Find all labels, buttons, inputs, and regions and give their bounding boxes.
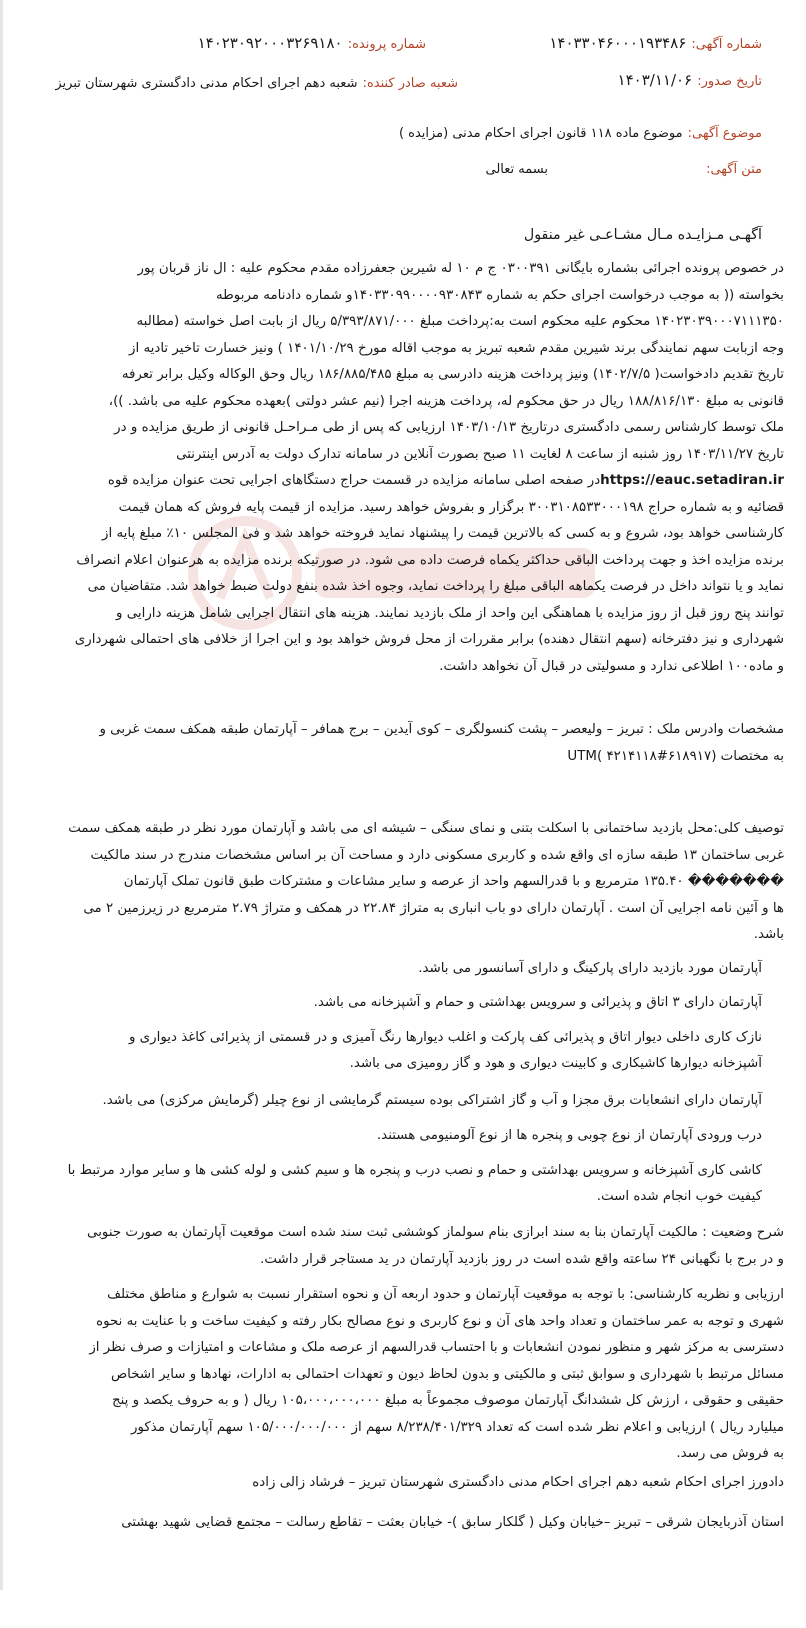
subject-label: موضوع آگهی: <box>687 126 762 141</box>
p2-line-1: به مختصات (۶۱۸۹۱۷#۴۲۱۴۱۱۸ )UTM <box>567 748 784 764</box>
case-number-label: شماره پرونده: <box>347 37 426 52</box>
issuing-branch-label: شعبه صادر کننده: <box>362 76 458 91</box>
feature-item-3-line-0: آپارتمان دارای انشعابات برق مجزا و آب و گاز اشتراکی بوده سیستم گرمایشی از نوع چیلر (گرمایش مرکزی) می باشد. <box>102 1093 762 1108</box>
issue-date-row <box>618 70 762 89</box>
paragraph-valuation <box>22 1282 784 1468</box>
ad-number-row <box>549 33 762 52</box>
p5-line-2: دسترسی به مرکز شهر و منظور نمودن انشعابات و با احتساب قدرالسهم از عرصه ملک و مشاعات و امتیازات و صرف نظر از <box>89 1340 784 1355</box>
p1-line-13: توانند پنج روز قبل از روز مزایده با هماهنگی این واحد از ملک بازدید نمایند. هزینه های انتقال اجرایی شامل هزینه دارایی و <box>115 605 784 621</box>
case-number-row <box>198 33 426 52</box>
p1-line-7: تاریخ ۱۴۰۳/۱۱/۲۷ روز شنبه از ساعت ۸ لغایت ۱۱ صبح بصورت آنلاین در سامانه تدارک دولت به آدرس اینترنتی <box>176 446 784 462</box>
signature: دادورز اجرای احکام شعبه دهم اجرای احکام مدنی دادگستری شهرستان تبریز – فرشاد زالی زاده <box>252 1475 784 1490</box>
paragraph-description <box>22 816 784 949</box>
feature-item-4 <box>22 1123 762 1149</box>
p1-line-2: ۱۴۰۲۳۰۳۹۰۰۰۷۱۱۱۳۵۰ محکوم علیه محکوم است به:پرداخت مبلغ ۵/۳۹۳/۸۷۱/۰۰۰ ریال از بابت اصل خواسته (مطالبه <box>136 314 784 329</box>
feature-item-5-line-1: کیفیت خوب انجام شده است. <box>596 1189 762 1204</box>
feature-item-3 <box>22 1088 762 1114</box>
p1-line-6: ملک توسط کارشناس رسمی دادگستری درتاریخ ۱۴۰۳/۱۰/۱۳ ارزیابی که پس از طی مـراحـل قانونی از طریق مزایده و در <box>114 420 784 435</box>
bismillah-row <box>486 158 548 177</box>
p1-line-12: نماید و یا نتواند داخل در فرصت یکماهه الباقی مبلغ را پرداخت نماید، وجوه اخذ شده بنفع دولت ضبط خواهد شد. متقاضیان می <box>87 579 784 594</box>
subject: موضوع ماده ۱۱۸ قانون اجرای احکام مدنی (مزایده ) <box>398 126 683 141</box>
p1-line-10: کارشناسی خواهد بود، شروع و به کسی که بالاترین قیمت را پیشنهاد نماید فروخته خواهد شد و فی المجلس ۱۰٪ مبلغ پایه از <box>102 526 784 541</box>
paragraph-status <box>22 1220 784 1273</box>
p1-line-14: شهرداری و نیز دفترخانه (سهم انتقال دهنده) برابر مقررات از محل فروش خواهد بود و این اجرا از خلافی های احتمالی شهرداری <box>74 632 784 647</box>
text-label-row <box>706 158 762 177</box>
p1-line-3: وجه ازبابت سهم نمایندگی برند شیرین مقدم شعبه تبریز به موجب اقاله مورخ ۱۴۰۱/۱۰/۲۹ ) ونیز خسارت تاخیر تادیه از <box>129 340 784 356</box>
court-address: استان آذربایجان شرقی – تبریز –خیابان وکیل ( گلکار سابق )- خیابان بعثت – تقاطع رسالت – مجتمع قضایی شهید بهشتی <box>121 1515 784 1530</box>
p1-line-0: در خصوص پرونده اجرائی بشماره بایگانی ۰۳۰۰۳۹۱ ج م ۱۰ له شیرین جعفرزاده مقدم محکوم علیه : ال ناز قربان پور <box>137 261 784 276</box>
p1-line-1: بخواسته (( به موجب درخواست اجرای حکم به شماره ۱۴۰۳۳۰۹۹۰۰۰۰۹۳۰۸۴۳و شماره دادنامه مربوطه <box>215 287 784 303</box>
p1-line-11: برنده مزایده اخذ و جهت پرداخت الباقی حداکثر یکماه فرصت داده می شود. در صورتیکه برنده مزایده به هرعنوان اعلام انصراف <box>76 552 784 568</box>
p1-line-15: و ماده۱۰۰ اطلاعی ندارد و مسولیتی در قبال آن نخواهد داشت. <box>439 658 784 674</box>
p5-line-6: به فروش می رسد. <box>676 1446 784 1461</box>
case-number: ۱۴۰۲۳۰۹۲۰۰۰۳۲۶۹۱۸۰ <box>197 34 343 52</box>
feature-item-5-line-0: کاشی کاری آشپزخانه و سرویس بهداشتی و حمام و نصب درب و پنجره ها و سیم کشی و لوله کشی ها و سایر موارد مرتبط با <box>67 1163 762 1178</box>
paragraph-main <box>22 256 784 680</box>
p1-line-4: تاریخ تقدیم دادخواست( ۱۴۰۲/۷/۵) ونیز پرداخت هزینه دادرسی به مبلغ ۱۸۶/۸۸۵/۴۸۵ ریال وحق الوکاله وکیل برابر تعرفه <box>121 367 784 382</box>
p1-line-9: قضائیه و به شماره حراج ۳۰۰۳۱۰۸۵۳۳۰۰۰۱۹۸ برگزار و بفروش خواهد رسید. مزایده از قیمت پایه فروش که همان قیمت <box>118 499 784 515</box>
issue-date-label: تاریخ صدور: <box>697 74 762 89</box>
p5-line-5: میلیارد ریال ) ارزیابی و اعلام نظر شده است که تعداد ۸/۲۳۸/۴۰۱/۳۲۹ سهم از ۱۰۵/۰۰۰/۰۰۰/۰۰۰ سهم آپارتمان مذکور <box>131 1419 784 1435</box>
p3-line-3: ها و آئین نامه اجرایی آن است . آپارتمان دارای دو باب انباری به متراژ ۲۲.۸۴ در همکف و متراژ ۲.۷۹ مترمربع در زیرزمین ۲ می <box>83 900 784 916</box>
feature-item-0 <box>22 956 762 982</box>
p3-line-0: توصیف کلی:محل بازدید ساختمانی با اسکلت بتنی و نمای سنگی – شیشه ای می باشد و آپارتمان مورد نظر در طبقه همکف سمت <box>68 821 784 836</box>
p5-line-4: حقیقی و حقوقی ، ارزش کل ششدانگ آپارتمان موصوف مجموعاً به مبلغ ۱۰۵،۰۰۰،۰۰۰،۰۰۰ ریال ( و به حروف یکصد و پنج <box>111 1393 784 1408</box>
notice-title: آگهـی مـزایـده مـال مشـاعـی غیر منقول <box>523 227 762 243</box>
left-border <box>0 0 3 1590</box>
text-label: متن آگهی: <box>706 162 762 177</box>
issuing-branch: شعبه دهم اجرای احکام مدنی دادگستری شهرستان تبریز <box>55 76 358 91</box>
paragraph-address <box>22 717 784 770</box>
feature-item-1-line-0: آپارتمان دارای ۳ اتاق و پذیرائی و سرویس بهداشتی و حمام و آشپزخانه می باشد. <box>313 995 762 1010</box>
feature-item-0-line-0: آپارتمان مورد بازدید دارای پارکینگ و دارای آسانسور می باشد. <box>418 961 762 976</box>
p1-line-8 <box>22 468 784 495</box>
p3-line-2: ������� ۱۳۵.۴۰ مترمربع و با قدرالسهم واحد از عرصه و سایر مشاعات و مشترکات طبق قانون تملک آپارتمان <box>123 874 784 889</box>
p5-line-3: مسائل مرتبط با شهرداری و سوابق ثبتی و مالکیتی و بدون لحاظ دیون و تعهدات احتمالی به ادارات، نهادها و سایر اشخاص <box>110 1366 784 1382</box>
ad-number: ۱۴۰۳۳۰۴۶۰۰۰۱۹۳۴۸۶ <box>549 34 687 52</box>
p4-line-1: و در برج با نگهبانی ۲۴ ساعته واقع شده است در روز بازدید آپارتمان در ید مستاجر قرار داشت. <box>260 1251 784 1267</box>
p3-line-1: غربی ساختمان ۱۳ طبقه سازه ای واقع شده و کاربری مسکونی دارد و مساحت آن بر اساس مشخصات مندرج در سند مالکیت <box>90 847 784 863</box>
issue-date: ۱۴۰۳/۱۱/۰۶ <box>617 71 693 89</box>
ad-number-label: شماره آگهی: <box>691 37 762 52</box>
issuing-branch-row <box>55 72 458 91</box>
feature-item-2-line-1: آشپزخانه دیوارها کاشیکاری و کابینت دیواری و هود و گاز رومیزی می باشد. <box>349 1056 762 1071</box>
p5-line-1: شهری و توجه به عمر ساختمان و تعداد واحد های آن و نوع کاربری و نوع مصالح بکار رفته و کیفیت ساخت و با عنایت به نحوه <box>96 1313 784 1329</box>
subject-row <box>399 122 762 141</box>
auction-url[interactable]: https://eauc.setadiran.ir <box>600 473 784 488</box>
feature-item-5 <box>22 1158 762 1210</box>
p1-line-8-text: در صفحه اصلی سامانه مزایده در قسمت حراج دستگاهای اجرایی تحت عنوان مزایده قوه <box>107 473 601 488</box>
p3-line-4: باشد. <box>753 927 784 942</box>
p1-line-5: قانونی به مبلغ ۱۸۸/۸۱۶/۱۳۰ ریال در حق محکوم له، پرداخت هزینه اجرا (نیم عشر دولتی )بعهده محکوم علیه می باشد. ))، <box>108 393 784 409</box>
feature-item-2 <box>22 1025 762 1077</box>
feature-item-4-line-0: درب ورودی آپارتمان از نوع چوبی و پنجره ها از نوع آلومنیومی هستند. <box>376 1128 762 1143</box>
feature-item-1 <box>22 990 762 1016</box>
bismillah: بسمه تعالی <box>485 162 548 177</box>
feature-item-2-line-0: نازک کاری داخلی دیوار اتاق و پذیرائی کف پارکت و اغلب دیوارها رنگ آمیزی و در قسمتی از پذیرائی کاغذ دیواری و <box>128 1030 762 1045</box>
p2-line-0: مشخصات وادرس ملک : تبریز – ولیعصر – پشت کنسولگری – کوی آیدین – برج همافر – آپارتمان طبقه همکف سمت غربی و <box>99 722 784 737</box>
p4-line-0: شرح وضعیت : مالکیت آپارتمان بنا به سند ابرازی بنام سولماز کوششی ثبت سند شده است موقعیت آپارتمان به صورت جنوبی <box>87 1225 784 1240</box>
p5-line-0: ارزیابی و نظریه کارشناسی: با توجه به موقعیت آپارتمان و حدود اربعه آن و نحوه استقرار نسبت به شوارع و مناطق مختلف <box>107 1287 784 1302</box>
